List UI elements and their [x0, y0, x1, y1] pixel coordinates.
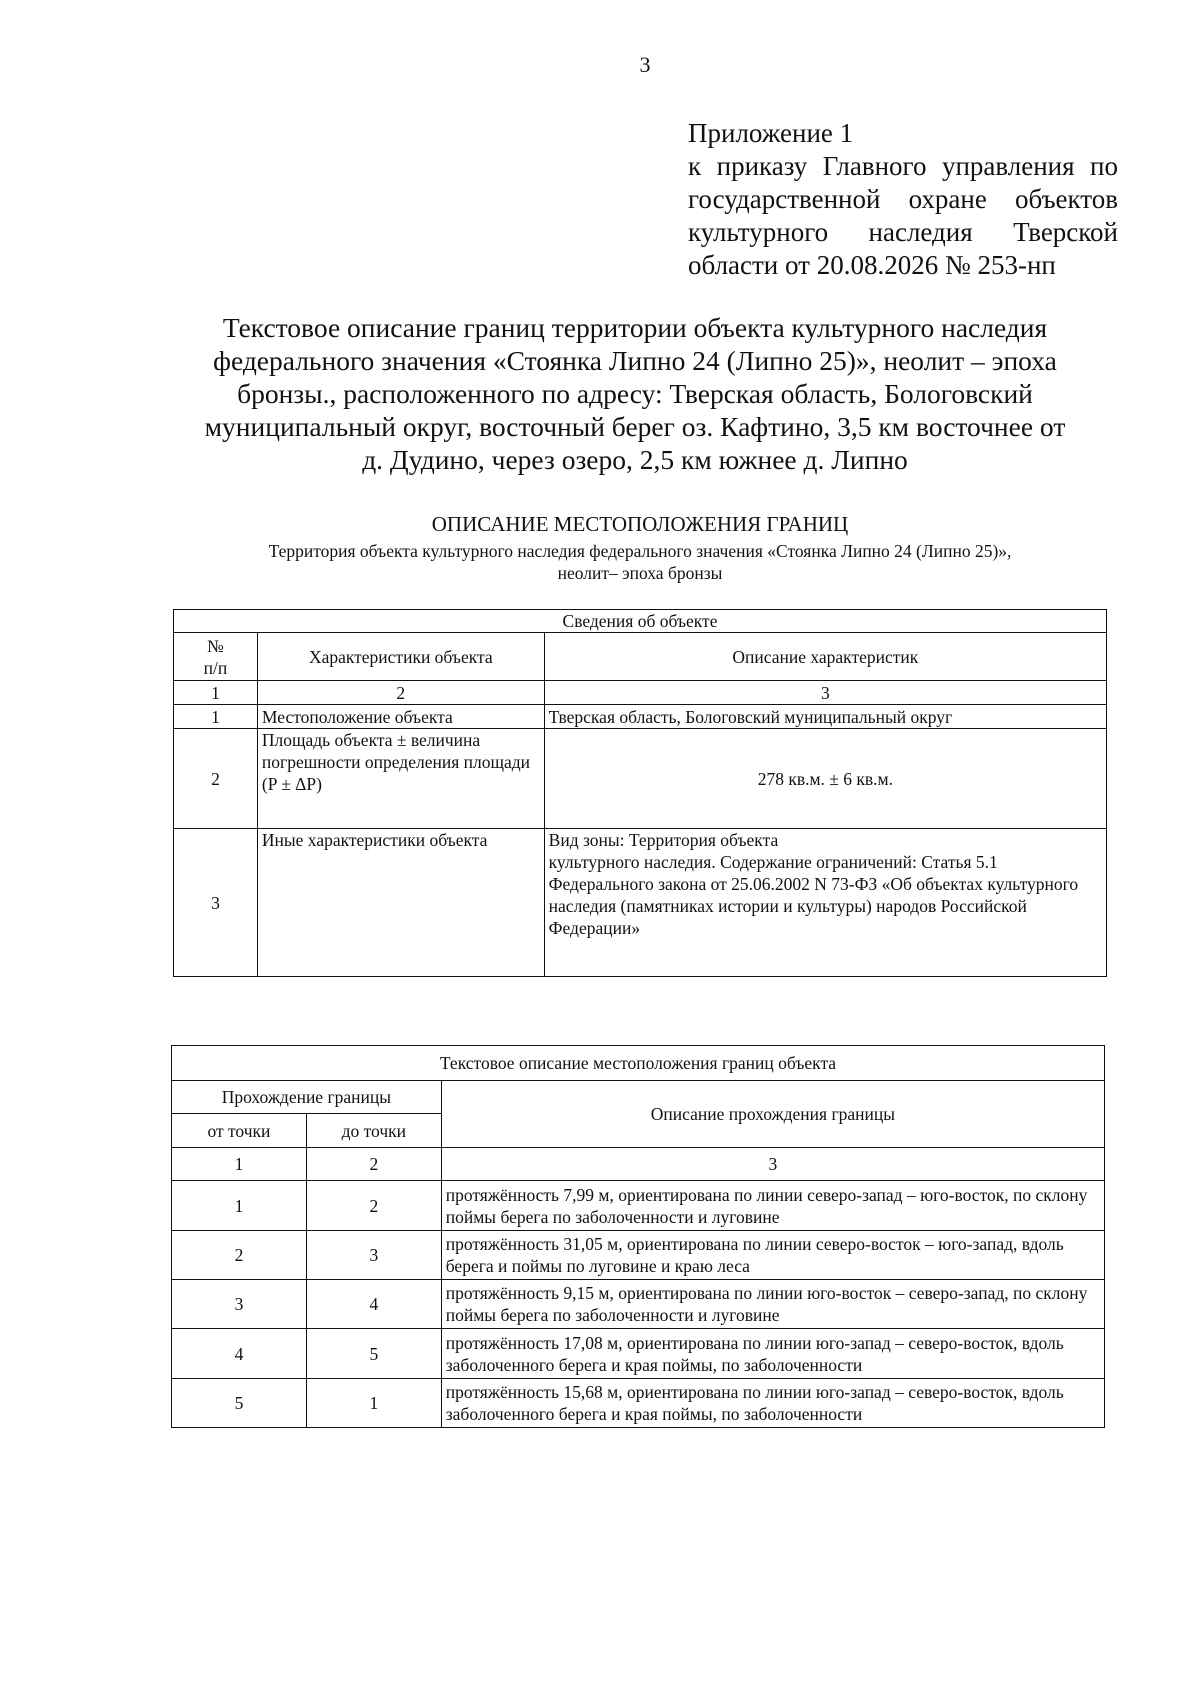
table-row — [172, 1280, 1105, 1329]
description-line: культурного наследия. Содержание ограничений: Статья 5.1 Федерального закона от 25.06.2002 N 73-ФЗ «Об объектах культурного наследия (памятниках истории и культуры) народов Российской Федерации» — [548, 852, 1079, 938]
column-number-cell: 3 — [544, 681, 1106, 705]
appendix-line: к приказу Главного управления по — [688, 151, 1118, 181]
section-subtitle-line: неолит– эпоха бронзы — [557, 563, 723, 583]
from-point-cell: 1 — [172, 1181, 307, 1231]
row-number-cell: 2 — [174, 729, 258, 829]
column-number-cell: 1 — [172, 1148, 307, 1181]
table-row — [172, 1379, 1105, 1428]
header-cell-description: Описание характеристик — [544, 633, 1106, 681]
to-point-cell: 4 — [306, 1280, 441, 1329]
appendix-block — [688, 117, 1118, 282]
appendix-line: Приложение 1 — [688, 118, 854, 148]
section-title: ОПИСАНИЕ МЕСТОПОЛОЖЕНИЯ ГРАНИЦ — [431, 512, 849, 536]
border-description-cell: протяжённость 7,99 м, ориентирована по линии северо-запад – юго-восток, по склону поймы берега по заболоченности и луговине — [441, 1181, 1104, 1231]
column-number-cell: 2 — [306, 1148, 441, 1181]
row-number-cell: 1 — [174, 705, 258, 729]
to-point-cell: 3 — [306, 1231, 441, 1280]
header-cell-number — [174, 633, 258, 681]
table-row — [174, 705, 1107, 729]
border-description-cell: протяжённость 9,15 м, ориентирована по линии юго-восток – северо-запад, по склону поймы берега по заболоченности и луговине — [441, 1280, 1104, 1329]
header-number-line: № — [207, 635, 224, 656]
table-row — [172, 1231, 1105, 1280]
column-number-cell: 1 — [174, 681, 258, 705]
border-description-table — [171, 1045, 1105, 1428]
table-row — [172, 1181, 1105, 1231]
title-line: д. Дудино, через озеро, 2,5 км южнее д. Липно — [362, 444, 908, 475]
document-title — [180, 311, 1090, 476]
header-cell-passage: Прохождение границы — [172, 1081, 442, 1114]
from-point-cell: 2 — [172, 1231, 307, 1280]
table-row — [174, 829, 1107, 977]
row-description-cell: Тверская область, Бологовский муниципальный округ — [544, 705, 1106, 729]
column-number-cell: 3 — [441, 1148, 1104, 1181]
table-caption: Текстовое описание местоположения границ объекта — [172, 1046, 1105, 1081]
column-number-cell: 2 — [257, 681, 544, 705]
table-row — [172, 1329, 1105, 1379]
description-line: Вид зоны: Территория объекта — [548, 830, 779, 850]
to-point-cell: 2 — [306, 1181, 441, 1231]
row-name-cell: Иные характеристики объекта — [257, 829, 544, 977]
section-subtitle — [170, 540, 1110, 584]
row-description-cell — [544, 829, 1106, 977]
header-cell-to: до точки — [306, 1114, 441, 1148]
to-point-cell: 1 — [306, 1379, 441, 1428]
appendix-line: государственной охране объектов — [688, 184, 1118, 214]
header-cell-description: Описание прохождения границы — [441, 1081, 1104, 1148]
title-line: муниципальный округ, восточный берег оз. Кафтино, 3,5 км восточнее от — [204, 411, 1066, 442]
title-line: Текстовое описание границ территории объекта культурного наследия — [222, 312, 1048, 343]
appendix-line: области от 20.08.2026 № 253-нп — [688, 250, 1056, 280]
header-cell-from: от точки — [172, 1114, 307, 1148]
table-caption: Сведения об объекте — [174, 610, 1107, 633]
page-number: 3 — [639, 52, 651, 77]
header-cell-characteristics: Характеристики объекта — [257, 633, 544, 681]
title-line: бронзы., расположенного по адресу: Тверская область, Бологовский — [237, 378, 1033, 409]
section-subtitle-line: Территория объекта культурного наследия федерального значения «Стоянка Липно 24 (Липно 25)», — [268, 541, 1012, 561]
table-row — [174, 729, 1107, 829]
appendix-line: культурного наследия Тверской — [688, 217, 1118, 247]
header-number-line: п/п — [203, 657, 228, 678]
object-info-table — [173, 609, 1107, 977]
from-point-cell: 5 — [172, 1379, 307, 1428]
border-description-cell: протяжённость 17,08 м, ориентирована по линии юго-запад – северо-восток, вдоль заболоченного берега и края поймы, по заболоченности — [441, 1329, 1104, 1379]
title-line: федерального значения «Стоянка Липно 24 (Липно 25)», неолит – эпоха — [213, 345, 1057, 376]
row-description-cell: 278 кв.м. ± 6 кв.м. — [544, 729, 1106, 829]
from-point-cell: 4 — [172, 1329, 307, 1379]
row-name-cell: Местоположение объекта — [257, 705, 544, 729]
from-point-cell: 3 — [172, 1280, 307, 1329]
row-number-cell: 3 — [174, 829, 258, 977]
border-description-cell: протяжённость 15,68 м, ориентирована по линии юго-запад – северо-восток, вдоль заболоченного берега и края поймы, по заболоченности — [441, 1379, 1104, 1428]
to-point-cell: 5 — [306, 1329, 441, 1379]
border-description-cell: протяжённость 31,05 м, ориентирована по линии северо-восток – юго-запад, вдоль берега и поймы по луговине и краю леса — [441, 1231, 1104, 1280]
row-name-cell: Площадь объекта ± величина погрешности определения площади (P ± ΔP) — [257, 729, 544, 829]
